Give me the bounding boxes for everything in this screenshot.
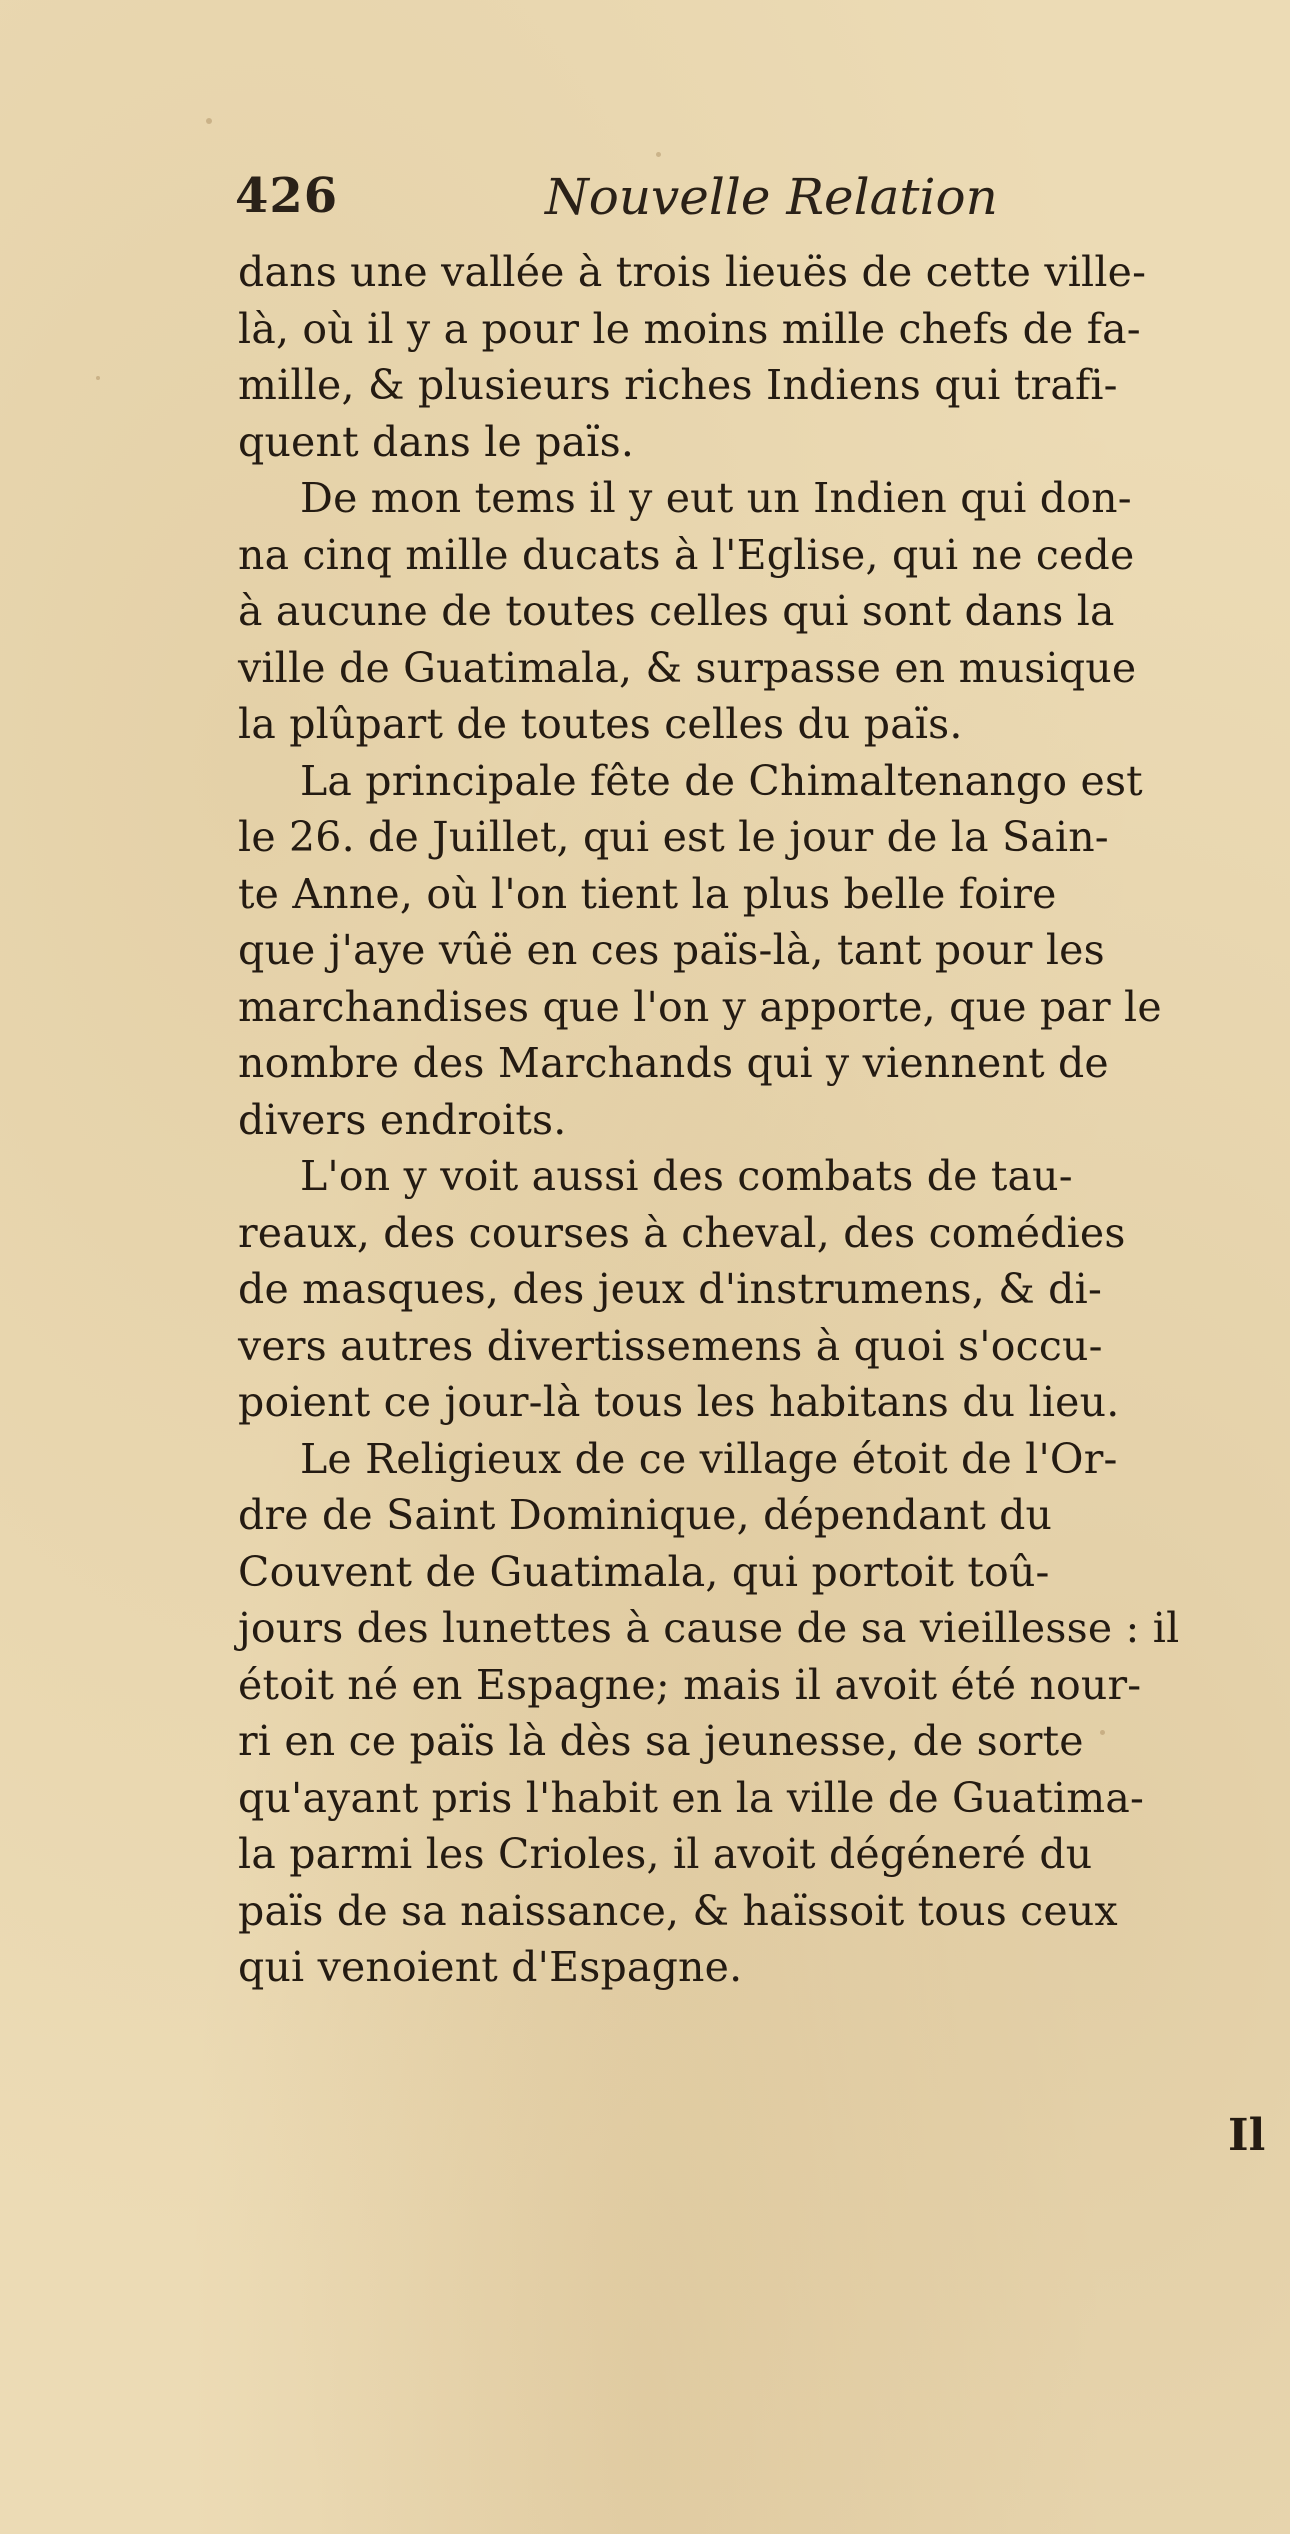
running-title: Nouvelle Relation	[545, 168, 998, 226]
text-line: le 26. de Juillet, qui est le jour de la Sain-	[238, 813, 1109, 861]
text-line: marchandises que l'on y apporte, que par le	[238, 982, 1162, 1031]
text-line: te Anne, où l'on tient la plus belle foire	[238, 869, 1057, 918]
text-line: ville de Guatimala, & surpasse en musique	[238, 643, 1137, 692]
text-line: la parmi les Crioles, il avoit dégéneré du	[238, 1830, 1093, 1878]
text-line: dre de Saint Dominique, dépendant du	[238, 1491, 1053, 1539]
text-line: là, où il y a pour le moins mille chefs de fa-	[238, 304, 1141, 353]
text-line: nombre des Marchands qui y viennent de	[238, 1039, 1109, 1087]
paper-spot	[96, 376, 100, 380]
text-line: la plûpart de toutes celles du païs.	[238, 700, 963, 748]
text-line: Couvent de Guatimala, qui portoit toû-	[238, 1547, 1050, 1596]
text-line: dans une vallée à trois lieuës de cette ville-	[238, 248, 1147, 296]
page-number: 426	[235, 168, 339, 224]
text-line: à aucune de toutes celles qui sont dans la	[238, 587, 1115, 635]
text-line: étoit né en Espagne; mais il avoit été nour-	[238, 1660, 1142, 1709]
paper-spot	[656, 152, 661, 157]
text-line: qui venoient d'Espagne.	[238, 1943, 743, 1991]
text-line: reaux, des courses à cheval, des comédies	[238, 1208, 1126, 1257]
text-line: païs de sa naissance, & haïssoit tous ceux	[238, 1886, 1118, 1935]
catchword: Il	[1228, 2110, 1266, 2161]
text-line: na cinq mille ducats à l'Eglise, qui ne cede	[238, 530, 1135, 579]
paper-spot	[206, 118, 212, 124]
text-line: L'on y voit aussi des combats de tau-	[300, 1152, 1073, 1200]
text-line: Le Religieux de ce village étoit de l'Or-	[300, 1434, 1118, 1483]
text-line: qu'ayant pris l'habit en la ville de Guatima-	[238, 1773, 1145, 1822]
page-header	[235, 168, 1055, 238]
text-line: divers endroits.	[238, 1095, 567, 1144]
text-line: quent dans le païs.	[238, 417, 635, 466]
text-line: jours des lunettes à cause de sa vieillesse : il	[238, 1604, 1180, 1652]
text-line: De mon tems il y eut un Indien qui don-	[300, 474, 1132, 522]
text-line: de masques, des jeux d'instrumens, & di-	[238, 1265, 1102, 1313]
text-line: ri en ce païs là dès sa jeunesse, de sorte	[238, 1717, 1084, 1765]
text-line: poient ce jour-là tous les habitans du lieu.	[238, 1378, 1120, 1426]
text-line: mille, & plusieurs riches Indiens qui trafi-	[238, 361, 1118, 409]
text-line: vers autres divertissemens à quoi s'occu-	[238, 1321, 1103, 1370]
text-line: La principale fête de Chimaltenango est	[300, 756, 1143, 805]
text-line: que j'aye vûë en ces païs-là, tant pour les	[238, 926, 1105, 974]
body-text	[238, 244, 1228, 1996]
